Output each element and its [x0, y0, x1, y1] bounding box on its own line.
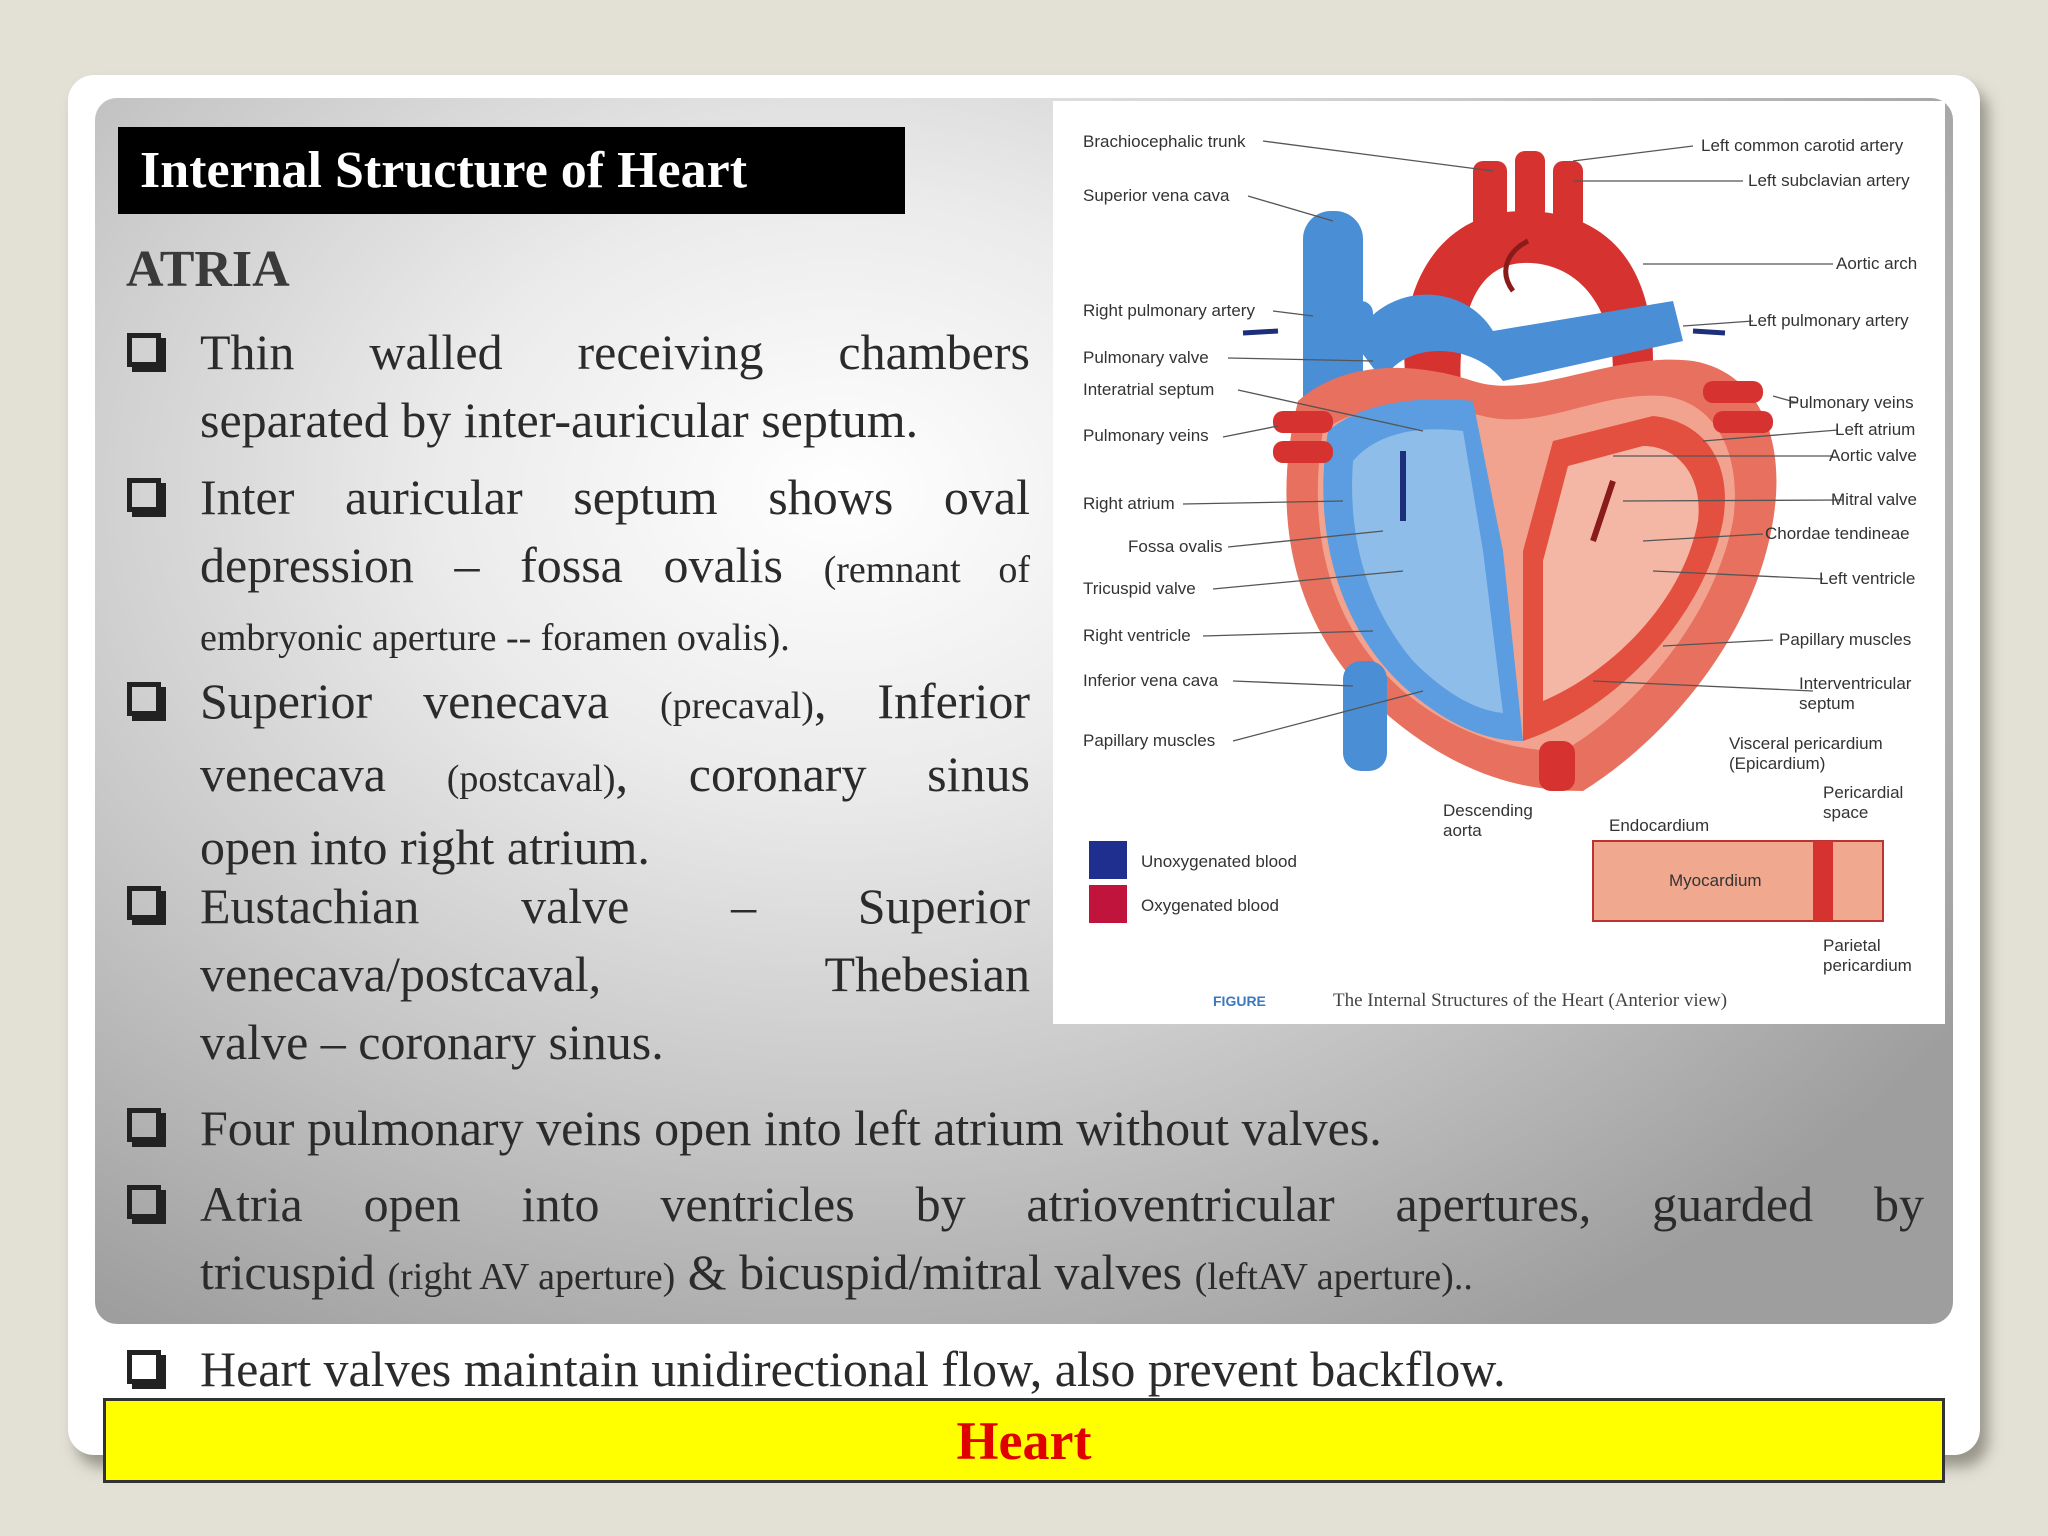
bullet-item-1 — [200, 318, 1030, 454]
bullet-4-line-2: venecava/postcaval, Thebesian — [200, 946, 1030, 1002]
label-right-ventricle: Right ventricle — [1083, 626, 1191, 645]
checkbox-bullet-icon — [127, 478, 161, 512]
inferior-vena-cava-shape — [1343, 661, 1387, 771]
bullet-3-note-c: (postcaval) — [446, 758, 616, 800]
label-interventricular: Interventricular — [1799, 674, 1912, 693]
slide-title: Internal Structure of Heart — [118, 127, 905, 214]
left-subclavian-shape — [1553, 161, 1583, 231]
bullet-3-line-1 — [200, 667, 1030, 740]
bullet-3-line-2 — [200, 740, 1030, 813]
bullet-2-line-2 — [200, 531, 1030, 604]
label-left-common-carotid: Left common carotid artery — [1701, 136, 1904, 155]
label-pericardial: Pericardial — [1823, 783, 1904, 802]
bullet-6-text-3: .. — [1453, 1256, 1473, 1298]
bullet-item-4 — [200, 872, 1030, 1076]
label-right-atrium: Right atrium — [1083, 494, 1175, 513]
label-left-subclavian: Left subclavian artery — [1748, 171, 1910, 190]
legend-oxygenated-swatch — [1089, 885, 1127, 923]
right-pulmonary-vein-2-shape — [1273, 441, 1333, 463]
bullet-2-line-1: Inter auricular septum shows oval — [200, 469, 1030, 525]
bullet-item-3 — [200, 667, 1030, 881]
label-left-atrium: Left atrium — [1835, 420, 1916, 439]
label-aortic-valve: Aortic valve — [1829, 446, 1917, 465]
bullet-6-note-1: (right AV aperture) — [387, 1256, 676, 1298]
bullet-item-2 — [200, 463, 1030, 672]
left-carotid-shape — [1515, 151, 1545, 221]
checkbox-bullet-icon — [127, 1185, 161, 1219]
checkbox-bullet-icon — [127, 1108, 161, 1142]
figure-caption: The Internal Structures of the Heart (Anterior view) — [1333, 990, 1728, 1011]
section-heading: ATRIA — [126, 241, 290, 298]
right-pulmonary-artery-shape — [1303, 301, 1373, 331]
bullet-3-text-b: , Inferior — [813, 673, 1031, 729]
label-pericardium: pericardium — [1823, 956, 1912, 975]
pericardium-layer — [1813, 841, 1833, 921]
label-myocardium: Myocardium — [1669, 871, 1762, 890]
bullet-2-line-3: embryonic aperture -- foramen ovalis). — [200, 617, 790, 659]
legend-unoxygenated-swatch — [1089, 841, 1127, 879]
legend-oxygenated-label: Oxygenated blood — [1141, 896, 1279, 915]
label-mitral-valve: Mitral valve — [1831, 490, 1917, 509]
bullet-4-line-3: valve – coronary sinus. — [200, 1014, 664, 1070]
label-pulmonary-veins-right: Pulmonary veins — [1788, 393, 1914, 412]
label-left-ventricle: Left ventricle — [1819, 569, 1916, 588]
label-left-pulmonary-artery: Left pulmonary artery — [1748, 311, 1909, 330]
descending-aorta-shape — [1539, 741, 1575, 791]
bullet-6-text-2: & bicuspid/mitral valves — [675, 1244, 1195, 1300]
label-superior-vena-cava: Superior vena cava — [1083, 186, 1230, 205]
bullet-item-5: Four pulmonary veins open into left atrium without valves. — [200, 1100, 1382, 1156]
label-right-pulmonary-artery: Right pulmonary artery — [1083, 301, 1255, 320]
label-tricuspid-valve: Tricuspid valve — [1083, 579, 1196, 598]
checkbox-bullet-icon — [127, 886, 161, 920]
bullet-item-7: Heart valves maintain unidirectional flow, also prevent backflow. — [200, 1341, 1506, 1397]
bullet-6-note-2: (leftAV aperture) — [1194, 1256, 1454, 1298]
label-chordae-tendineae: Chordae tendineae — [1765, 524, 1910, 543]
left-pulmonary-vein-1-shape — [1703, 381, 1763, 403]
bullet-2-line-2-text: depression – fossa ovalis — [200, 537, 824, 593]
bullet-1-line-1: Thin walled receiving chambers — [200, 324, 1030, 380]
label-interatrial-septum: Interatrial septum — [1083, 380, 1215, 399]
figure-caption-tag: FIGURE — [1213, 993, 1266, 1009]
flow-arrow-left — [1243, 331, 1278, 333]
label-space: space — [1823, 803, 1869, 822]
heart-diagram-figure — [1053, 101, 1945, 1024]
bullet-item-6 — [200, 1170, 1924, 1311]
bullet-3-text-a: Superior venecava — [200, 673, 660, 729]
bullet-6-line-2 — [200, 1238, 1924, 1311]
label-fossa-ovalis: Fossa ovalis — [1128, 537, 1223, 556]
bullet-3-line-3: open into right atrium. — [200, 819, 650, 875]
bullet-6-text-1: tricuspid — [200, 1244, 388, 1300]
label-aorta: aorta — [1443, 821, 1482, 840]
right-pulmonary-vein-1-shape — [1273, 411, 1333, 433]
left-pulmonary-vein-2-shape — [1713, 411, 1773, 433]
checkbox-bullet-icon — [127, 682, 161, 716]
bullet-1-line-2: separated by inter-auricular septum. — [200, 392, 919, 448]
bullet-3-text-d: , coronary sinus — [615, 746, 1030, 802]
legend-unoxygenated-label: Unoxygenated blood — [1141, 852, 1297, 871]
bullet-4-line-1: Eustachian valve – Superior — [200, 878, 1030, 934]
footer-banner: Heart — [103, 1398, 1945, 1483]
label-brachiocephalic-trunk: Brachiocephalic trunk — [1083, 132, 1246, 151]
label-epicardium: (Epicardium) — [1729, 754, 1826, 773]
label-pulmonary-valve: Pulmonary valve — [1083, 348, 1209, 367]
brachiocephalic-trunk-shape — [1473, 161, 1507, 231]
checkbox-bullet-icon — [127, 1350, 161, 1384]
label-papillary-muscles-right: Papillary muscles — [1779, 630, 1912, 649]
label-visceral-pericardium: Visceral pericardium — [1729, 734, 1883, 753]
label-papillary-muscles-left: Papillary muscles — [1083, 731, 1216, 750]
label-descending: Descending — [1443, 801, 1533, 820]
bullet-6-line-1: Atria open into ventricles by atrioventricular apertures, guarded by — [200, 1176, 1924, 1232]
label-endocardium: Endocardium — [1609, 816, 1710, 835]
label-aortic-arch: Aortic arch — [1836, 254, 1918, 273]
flow-arrow-right — [1693, 331, 1725, 333]
label-pulmonary-veins-left: Pulmonary veins — [1083, 426, 1209, 445]
heart-diagram-svg — [1053, 101, 1945, 1024]
bullet-3-note-a: (precaval) — [659, 685, 814, 727]
checkbox-bullet-icon — [127, 333, 161, 367]
bullet-2-line-2-note: (remnant of — [823, 549, 1031, 591]
label-septum: septum — [1799, 694, 1855, 713]
bullet-3-text-c: venecava — [200, 746, 447, 802]
label-parietal: Parietal — [1823, 936, 1881, 955]
label-inferior-vena-cava: Inferior vena cava — [1083, 671, 1219, 690]
